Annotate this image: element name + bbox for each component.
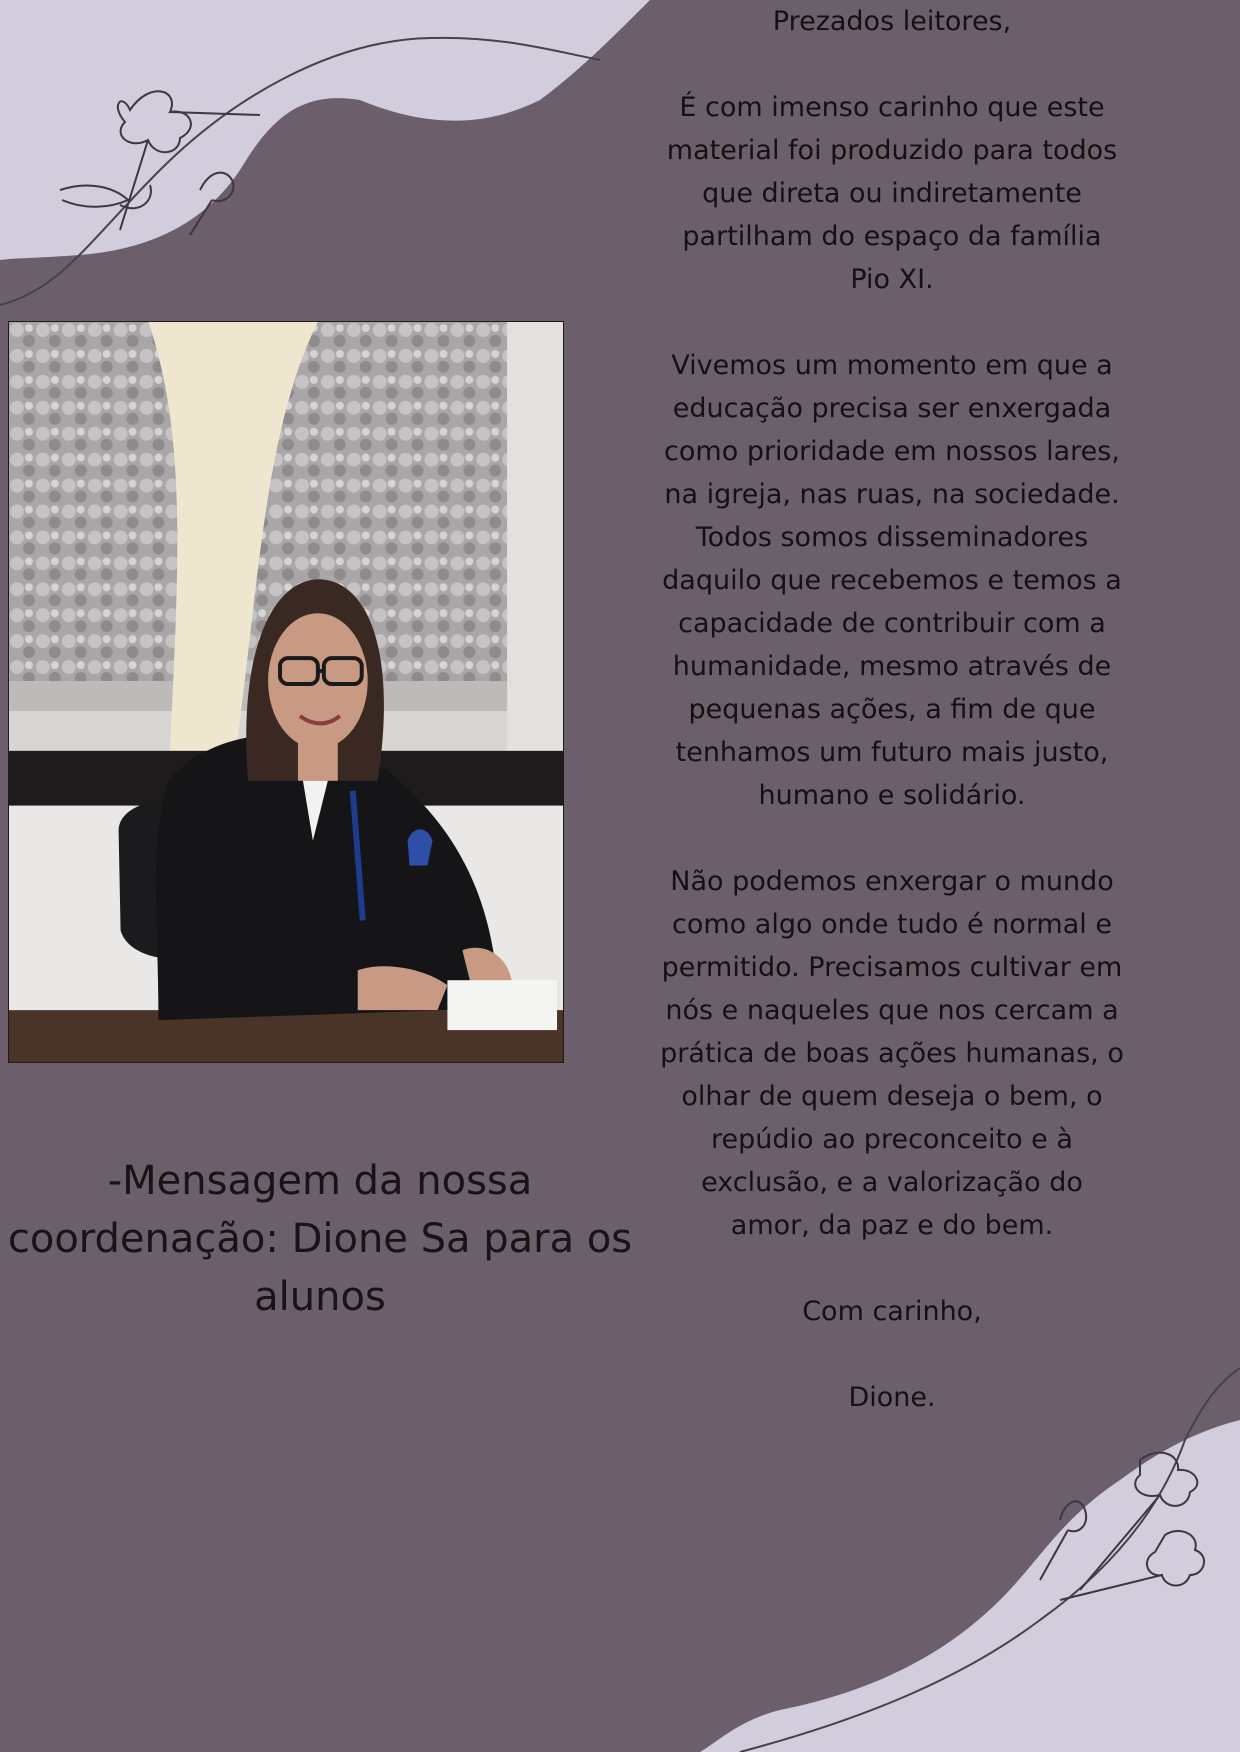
letter-signature: Dione.: [848, 1382, 936, 1413]
coordinator-photo: [8, 321, 564, 1063]
letter-closing: Com carinho,: [802, 1296, 982, 1327]
letter-body: [660, 0, 1124, 1419]
letter-paragraph: Não podemos enxergar o mundo como algo onde tudo é normal e permitido. Precisamos cultivar em nós e naqueles que nos cercam a prática de boas ações humanas, o olhar de quem deseja o bem, o repúdio ao preconceito e à exclusão, e a valorização do amor, da paz e do bem.: [660, 866, 1124, 1241]
photo-caption: -Mensagem da nossa coordenação: Dione Sa para os alunos: [7, 1158, 633, 1320]
letter-paragraph: É com imenso carinho que este material foi produzido para todos que direta ou indiretamente partilham do espaço da família Pio XI.: [666, 92, 1118, 295]
letter-paragraph: Vivemos um momento em que a educação precisa ser enxergada como prioridade em nossos lares, na igreja, nas ruas, na sociedade. Todos somos disseminadores daquilo que recebemos e temos a capacidade de contribuir com a humanidade, mesmo através de pequenas ações, a fim de que tenhamos um futuro mais justo, humano e solidário.: [662, 350, 1122, 811]
bottom-right-wave: [700, 1420, 1240, 1752]
letter-salutation: Prezados leitores,: [772, 6, 1012, 37]
top-left-wave: [0, 0, 650, 260]
